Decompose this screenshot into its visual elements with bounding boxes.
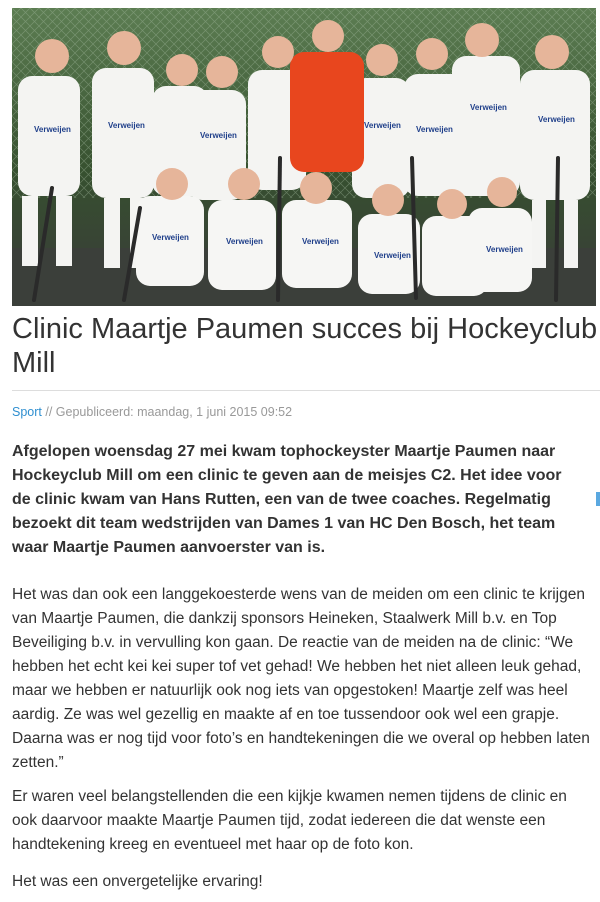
scroll-indicator[interactable] xyxy=(596,492,600,506)
svg-text:Verweijen: Verweijen xyxy=(226,237,263,246)
article-paragraph-2 xyxy=(12,785,600,857)
svg-text:Verweijen: Verweijen xyxy=(108,121,145,130)
lead-line: Afgelopen woensdag 27 mei kwam tophockeyster Maartje Paumen naar xyxy=(12,443,556,460)
svg-text:Verweijen: Verweijen xyxy=(538,115,575,124)
svg-text:Verweijen: Verweijen xyxy=(470,103,507,112)
paragraph-line: Het was dan ook een langgekoesterde wens van de meiden om een clinic te krijgen xyxy=(12,586,585,603)
lead-line: de clinic kwam van Hans Rutten, een van de twee coaches. Regelmatig xyxy=(12,491,551,508)
paragraph-line: hebben het echt kei kei super tof vet gehad! We hebben het niet alleen leuk gehad, xyxy=(12,658,582,675)
paragraph-line: Beveiliging b.v. in vervulling kon gaan. De reactie van de meiden na de clinic: “We xyxy=(12,634,574,651)
paragraph-line: Er waren veel belangstellenden die een kijkje kwamen nemen tijdens de clinic en xyxy=(12,788,567,805)
lead-line: Hockeyclub Mill om een clinic te geven aan de meisjes C2. Het idee voor xyxy=(12,467,562,484)
svg-text:Verweijen: Verweijen xyxy=(416,125,453,134)
lead-line: waar Maartje Paumen aanvoerster van is. xyxy=(12,539,326,556)
lead-line: bezoekt dit team wedstrijden van Dames 1 van HC Den Bosch, het team xyxy=(12,515,556,532)
category-link[interactable]: Sport xyxy=(12,405,42,419)
article-paragraph-3 xyxy=(12,870,600,894)
paragraph-line: ook daarvoor maakte Maartje Paumen tijd, zodat iedereen die dat wenste een xyxy=(12,812,546,829)
article-paragraph-1 xyxy=(12,583,600,775)
svg-text:Verweijen: Verweijen xyxy=(34,125,71,134)
svg-text:Verweijen: Verweijen xyxy=(152,233,189,242)
article-title-line: Clinic Maartje Paumen succes bij Hockeyclub xyxy=(12,313,598,345)
paragraph-line: aardig. Ze was wel gezellig en maakte af en toe tussendoor ook wel een grapje. xyxy=(12,706,560,723)
svg-text:Verweijen: Verweijen xyxy=(302,237,339,246)
article-title-line: Mill xyxy=(12,347,56,379)
svg-text:Verweijen: Verweijen xyxy=(364,121,401,130)
svg-text:Verweijen: Verweijen xyxy=(486,245,523,254)
article-title xyxy=(12,312,600,380)
paragraph-line: maar we hebben er natuurlijk ook nog iets van opgestoken! Maartje zelf was heel xyxy=(12,682,568,699)
title-divider xyxy=(12,390,600,391)
article-lead xyxy=(12,440,600,560)
paragraph-line: zetten.” xyxy=(12,754,64,771)
team-photo[interactable] xyxy=(12,8,596,306)
published-date: // Gepubliceerd: maandag, 1 juni 2015 09:52 xyxy=(45,405,293,419)
paragraph-line: Daarna was er nog tijd voor foto’s en handtekeningen die we overal op hebben laten xyxy=(12,730,590,747)
paragraph-line: Het was een onvergetelijke ervaring! xyxy=(12,873,263,890)
svg-text:Verweijen: Verweijen xyxy=(200,131,237,140)
paragraph-line: van Maartje Paumen, die dankzij sponsors Heineken, Staalwerk Mill b.v. en Top xyxy=(12,610,557,627)
paragraph-line: handtekening kreeg en eventueel met haar op de foto kon. xyxy=(12,836,414,853)
svg-text:Verweijen: Verweijen xyxy=(374,251,411,260)
article-meta xyxy=(12,405,292,419)
